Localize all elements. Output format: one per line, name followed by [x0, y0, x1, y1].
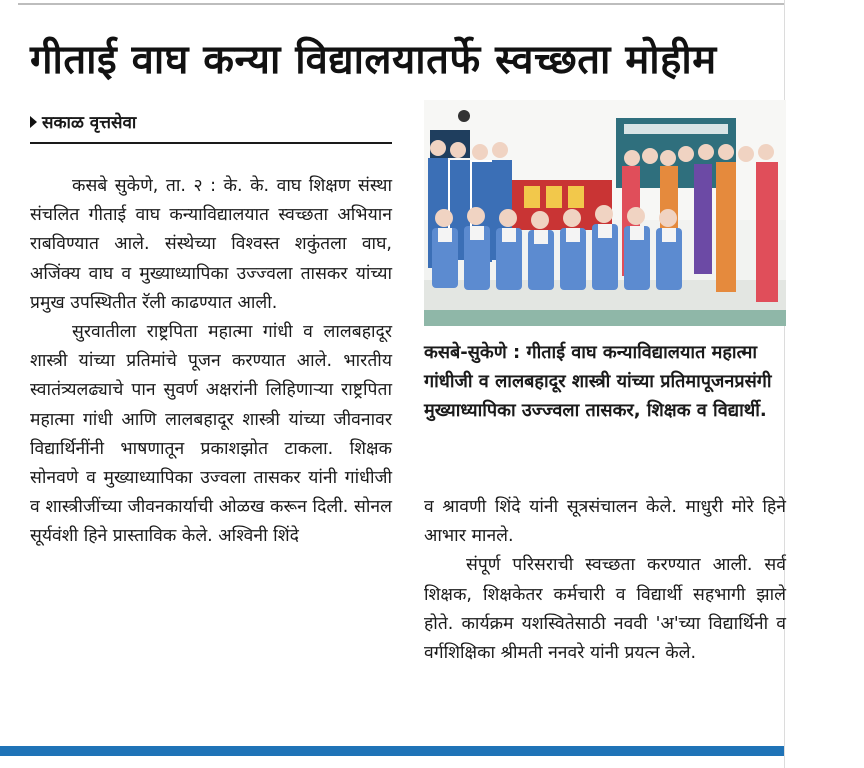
body-paragraph: कसबे सुकेणे, ता. २ : के. के. वाघ शिक्षण संस्था संचलित गीताई वाघ कन्याविद्यालयात स्वच्छता अभियान राबविण्यात आले. संस्थेच्या विश्वस्त शकुंतला वाघ, अजिंक्य वाघ व मुख्याध्यापिका उज्ज्वला तासकर यांच्या प्रमुख उपस्थितीत रॅली काढण्यात आली. — [30, 176, 392, 313]
byline-bar — [30, 106, 392, 144]
byline-label: सकाळ वृत्तसेवा — [42, 113, 137, 133]
byline-arrow-icon — [30, 116, 37, 128]
body-paragraph: संपूर्ण परिसराची स्वच्छता करण्यात आली. सर्व शिक्षक, शिक्षकेतर कर्मचारी व विद्यार्थी सहभागी झाले होते. कार्यक्रम यशस्वितेसाठी नववी 'अ'च्या विद्यार्थिनी व वर्गशिक्षिका श्रीमती ननवरे यांनी प्रयत्न केले. — [424, 555, 786, 664]
body-paragraph: सुरवातीला राष्ट्रपिता महात्मा गांधी व लालबहादूर शास्त्री यांच्या प्रतिमांचे पूजन करण्यात आले. भारतीय स्वातंत्र्यलढ्याचे पान सुवर्ण अक्षरांनी लिहिणाऱ्या राष्ट्रपिता महात्मा गांधी आणि लालबहादूर शास्त्री यांच्या जीवनावर विद्यार्थिनींनी भाषणातून प्रकाशझोत टाकला. शिक्षक सोनवणे व मुख्याध्यापिका उज्वला तासकर यांनी गांधीजी व शास्त्रीजींच्या जीवनकार्याची ओळख करून दिली. सोनल सूर्यवंशी हिने प्रास्ताविक केले. अश्विनी शिंदे — [30, 322, 392, 547]
photo-caption: कसबे-सुकेणे : गीताई वाघ कन्याविद्यालयात महात्मा गांधीजी व लालबहादूर शास्त्री यांच्या प्रतिमापूजनप्रसंगी मुख्याध्यापिका उज्ज्वला तासकर, शिक्षक व विद्यार्थी. — [424, 342, 772, 421]
article-body-right-column — [424, 493, 786, 668]
top-rule — [18, 3, 784, 5]
article-body-left-column — [30, 172, 392, 552]
body-paragraph: व श्रावणी शिंदे यांनी सूत्रसंचालन केले. माधुरी मोरे हिने आभार मानले. — [424, 497, 786, 547]
article-headline: गीताई वाघ कन्या विद्यालयातर्फे स्वच्छता मोहीम — [30, 37, 717, 83]
bottom-accent-bar — [0, 746, 784, 756]
article-photo — [424, 100, 786, 326]
